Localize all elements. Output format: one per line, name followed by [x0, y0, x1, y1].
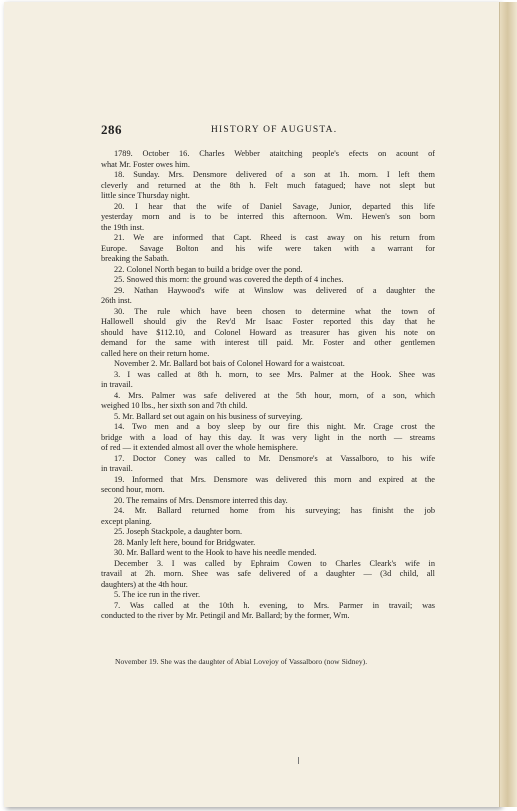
text-line: bridge with a load of hay this day. It was very light in the north — streams [101, 432, 435, 442]
text-line: travail at 2h. morn. Shee was safe delivered of a daughter — (3d child, all [101, 569, 435, 578]
text-line: demand for the same with interest till paid. Mr. Foster and other gentlemen [101, 338, 435, 347]
text-line: yesterday morn and is to be interred this afternoon. Wm. Hewen's son born [101, 212, 435, 221]
diary-entry [101, 422, 435, 454]
diary-entry [101, 601, 435, 622]
text-line: 28. Manly left here, bound for Bridgwater. [114, 537, 256, 547]
text-line: 30. Mr. Ballard went to the Hook to have his needle mended. [114, 548, 317, 557]
text-line: 25. Snowed this morn: the ground was covered the depth of 4 inches. [114, 275, 344, 284]
diary-entry [101, 548, 435, 559]
text-line: 29. Nathan Haywood's wife at Winslow was delivered of a daughter the [114, 285, 435, 295]
text-line: 5. The ice run in the river. [114, 590, 201, 599]
text-line: Hallowell should giv the Rev'd Mr Isaac Foster reported this day that he [101, 317, 435, 326]
text-line: except planing. [101, 516, 152, 526]
text-line: should have $112.10, and Colonel Howard as treasurer has given his note on [101, 327, 435, 337]
diary-entry [101, 412, 435, 423]
diary-entry [101, 149, 435, 170]
text-line: 18. Sunday. Mrs. Densmore delivered of a son at 1h. morn. I left them [114, 170, 435, 179]
text-line: 21. We are informed that Capt. Rheed is cast away on his return from [114, 233, 435, 242]
diary-entry [101, 391, 435, 412]
running-head: HISTORY OF AUGUSTA. [211, 125, 338, 135]
text-line: December 3. I was called by Ephraim Cowen to Charles Cleark's wife in [114, 558, 435, 568]
diary-entry [101, 496, 435, 507]
text-line: 5. Mr. Ballard set out again on his business of surveying. [114, 411, 303, 421]
text-line: 20. I hear that the wife of Daniel Savage, Junior, departed this life [114, 201, 435, 211]
text-line: 3. I was called at 8th h. morn, to see Mrs. Palmer at the Hook. Shee was [114, 369, 435, 379]
text-line: 1789. October 16. Charles Webber ataitching people's efects on acount of [114, 149, 435, 158]
text-line: called here on their return home. [101, 348, 210, 358]
diary-entry [101, 233, 435, 265]
text-line: 17. Doctor Coney was called to Mr. Densmore's at Vassalboro, to his wife [114, 453, 435, 463]
diary-entry [101, 559, 435, 591]
page-number: 286 [101, 122, 122, 137]
text-line: little since Thursday night. [101, 191, 190, 200]
diary-entry [101, 307, 435, 360]
text-line: conducted to the river by Mr. Petingil and Mr. Ballard; by the former, Wm. [101, 611, 350, 620]
text-line: cleverly and returned at the 8th h. Felt much fatagued; have not slept but [101, 180, 435, 190]
text-line: 22. Colonel North began to build a bridge over the pond. [114, 264, 303, 274]
text-line: November 2. Mr. Ballard bot bais of Colonel Howard for a waistcoat. [114, 359, 345, 368]
diary-entry [101, 527, 435, 538]
diary-entry [101, 202, 435, 234]
text-line: of red — it extended almost all over the whole hemisphere. [101, 443, 298, 452]
text-line: second hour, morn. [101, 485, 165, 494]
text-line: in travail. [101, 464, 133, 473]
diary-entry [101, 475, 435, 496]
text-line: 26th inst. [101, 296, 132, 305]
text-line: daughters) at the 4th hour. [101, 579, 188, 589]
text-line: 25. Joseph Stackpole, a daughter born. [114, 527, 243, 536]
text-line: 24. Mr. Ballard returned home from his surveying; has finisht the job [114, 506, 435, 515]
text-line: Europe. Savage Bolton and his wife were taken with a warrant for [101, 243, 435, 253]
text-line: 7. Was called at the 10th h. evening, to Mrs. Parmer in travail; was [114, 600, 435, 610]
diary-text [101, 149, 435, 622]
text-line: 30. The rule which have been chosen to determine what the town of [114, 306, 435, 316]
diary-entry [101, 590, 435, 601]
text-line: 14. Two men and a boy sleep by our fire this night. Mr. Crage crost the [114, 422, 435, 431]
text-line: 4. Mrs. Palmer was safe delivered at the 5th hour, morn, of a son, which [114, 390, 435, 400]
diary-entry [101, 265, 435, 276]
text-line: breaking the Sabath. [101, 254, 169, 263]
diary-entry [101, 538, 435, 549]
page-mark [298, 757, 299, 764]
text-line: what Mr. Foster owes him. [101, 159, 190, 169]
page-header [101, 122, 435, 138]
text-line: the 19th inst. [101, 222, 145, 232]
diary-entry [101, 454, 435, 475]
diary-entry [101, 359, 435, 370]
text-line: in travail. [101, 380, 133, 389]
page-edge [499, 2, 517, 807]
text-line: 20. The remains of Mrs. Densmore interred this day. [114, 495, 288, 505]
diary-entry [101, 170, 435, 202]
footnote: November 19. She was the daughter of Abial Lovejoy of Vassalboro (now Sidney). [115, 657, 368, 666]
diary-entry [101, 370, 435, 391]
diary-entry [101, 286, 435, 307]
text-line: weighed 10 lbs., her sixth son and 7th child. [101, 401, 248, 410]
diary-entry [101, 506, 435, 527]
text-line: 19. Informed that Mrs. Densmore was delivered this morn and expired at the [114, 474, 435, 484]
diary-entry [101, 275, 435, 286]
